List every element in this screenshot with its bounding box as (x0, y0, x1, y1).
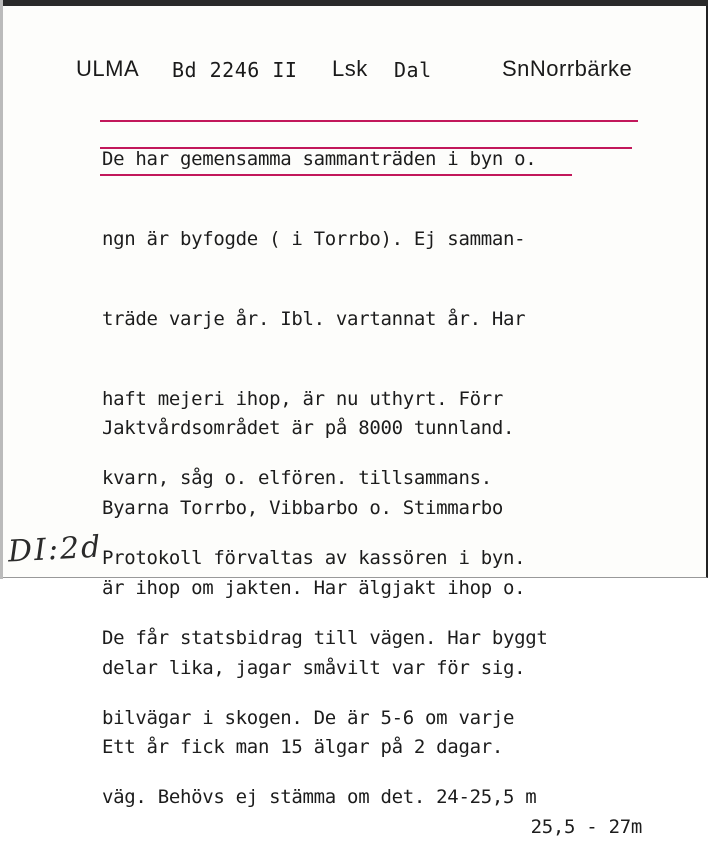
red-underline (100, 174, 572, 176)
text-line: träde varje år. Ibl. vartannat år. Har (102, 307, 526, 330)
text-line: Ett år fick man 15 älgar på 2 dagar. (102, 736, 504, 759)
handwritten-classification: DI:2d (7, 529, 104, 570)
text-line: ngn är byfogde ( i Torrbo). Ej samman- (102, 227, 526, 250)
text-line: Byarna Torrbo, Vibbarbo o. Stimmarbo (102, 496, 504, 519)
red-underline (100, 147, 632, 149)
text-line: haft mejeri ihop, är nu uthyrt. Förr (102, 387, 504, 410)
text-line: är ihop om jakten. Har älgjakt ihop o. (102, 576, 526, 599)
paragraph-hunting (102, 362, 642, 867)
text-line: väg. Behövs ej stämma om det. 24-25,5 m (102, 786, 537, 809)
text-line: bilvägar i skogen. De är 5-6 om varje (102, 706, 515, 729)
parish-name: SnNorrbärke (502, 56, 633, 81)
text-line: delar lika, jagar småvilt var för sig. (102, 656, 526, 679)
card-left-edge (0, 0, 3, 579)
text-line: Jaktvårdsområdet är på 8000 tunnland. (102, 417, 515, 440)
volume-reference: Bd 2246 II (172, 58, 298, 82)
text-line: Protokoll förvaltas av kassören i byn. (102, 547, 526, 570)
card-top-edge (0, 0, 708, 6)
text-line: kvarn, såg o. elfören. tillsammans. (102, 467, 492, 490)
province: Dal (394, 58, 432, 82)
landscape-code: Lsk (332, 56, 368, 81)
measurement-reference: 25,5 - 27m (530, 816, 642, 839)
text-line: De har gemensamma sammanträden i byn o. (102, 148, 537, 171)
archive-name: ULMA (76, 56, 140, 81)
red-underline (100, 120, 638, 122)
text-line: De får statsbidrag till vägen. Har byggt (102, 626, 548, 649)
